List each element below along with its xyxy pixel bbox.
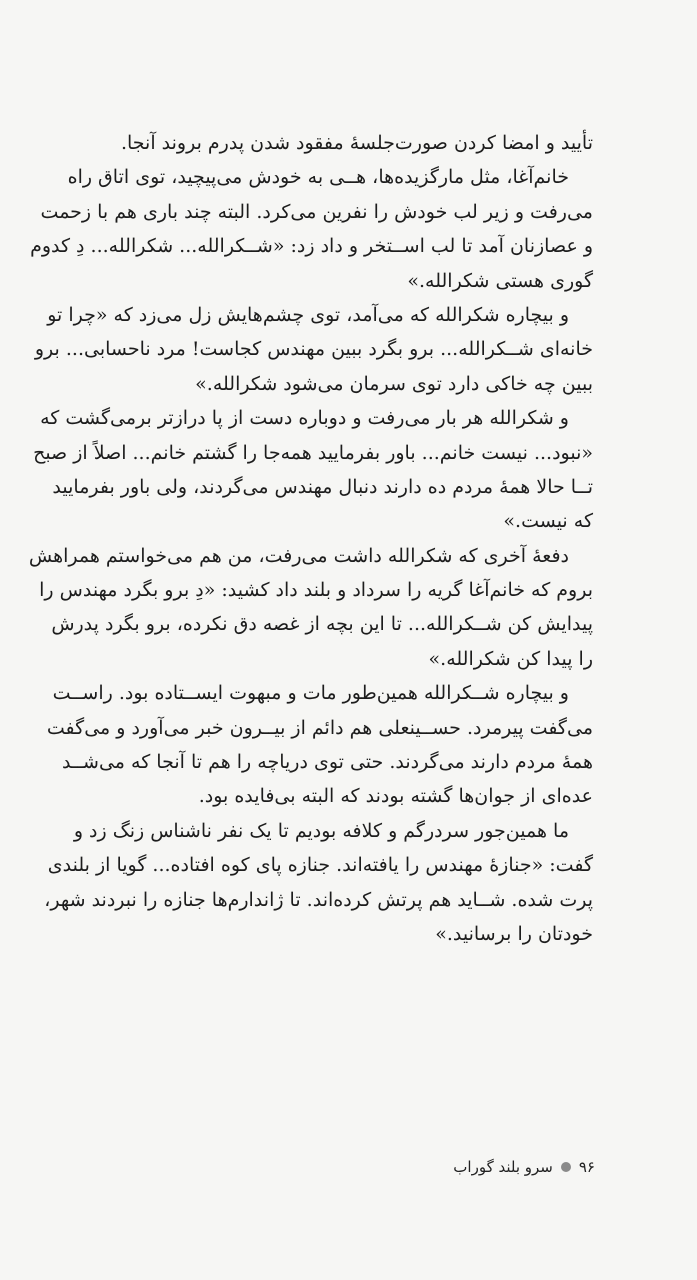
text-line: و بیچاره شــکرالله همین‌طور مات و مبهوت ایســتاده بود. راســت (52, 682, 569, 705)
text-line: ببین چه خاکی دارد توی سرمان می‌شود شکرالله.» (195, 372, 593, 395)
text-line: پیدایش کن شــکرالله... تا این بچه از غصه دق نکرده، برو بگرد پدرش (51, 613, 593, 636)
text-line: و عصازنان آمد تا لب اســتخر و داد زد: «شــکرالله... شکرالله... دِ کدوم (30, 235, 593, 258)
text-line: ما همین‌جور سردرگم و کلافه بودیم تا یک نفر ناشناس زنگ زد و (73, 819, 569, 842)
text-line: «نبود... نیست خانم... باور بفرمایید همه‌جا را گشتم خانم... اصلاً از صبح (33, 441, 593, 464)
text-line: که نیست.» (503, 510, 593, 533)
bullet-dot-icon (561, 1162, 571, 1172)
page-footer (453, 1158, 595, 1176)
book-title: سرو بلند گوراب (453, 1158, 553, 1176)
text-line: تــا حالا همهٔ مردم ده دارند دنبال مهندس می‌گردند، ولی باور بفرمایید (52, 475, 593, 498)
text-line: گوری هستی شکرالله.» (407, 269, 593, 292)
text-line: می‌رفت و زیر لب خودش را نفرین می‌کرد. البته چند باری هم با زحمت (40, 200, 593, 223)
text-line: همهٔ مردم دارند می‌گردند. حتی توی دریاچه را هم تا آنجا که می‌شــد (61, 751, 593, 774)
text-line: خودتان را برسانید.» (435, 922, 593, 945)
page-number: ۹۶ (578, 1158, 595, 1176)
text-line: عده‌ای از جوان‌ها گشته بودند که البته بی‌فایده بود. (198, 785, 593, 808)
text-line: تأیید و امضا کردن صورت‌جلسهٔ مفقود شدن پدرم بروند آنجا. (120, 132, 593, 154)
text-line: را پیدا کن شکرالله.» (428, 647, 593, 670)
text-line: خانم‌آغا، مثل مارگزیده‌ها، هــی به خودش می‌پیچید، توی اتاق راه (67, 166, 569, 189)
text-line: خانه‌ای شــکرالله... برو بگرد ببین مهندس کجاست! مرد ناحسابی... برو (34, 338, 593, 361)
text-line: دفعهٔ آخری که شکرالله داشت می‌رفت، من هم می‌خواستم همراهش (28, 544, 569, 567)
page-text (28, 126, 593, 951)
text-line: و بیچاره شکرالله که می‌آمد، توی چشم‌هایش زل می‌زد که «چرا تو (47, 303, 569, 326)
text-line: گفت: «جنازهٔ مهندس را یافته‌اند. جنازه پای کوه افتاده... گویا از بلندی (47, 854, 593, 877)
text-line: پرت شده. شــاید هم پرتش کرده‌اند. تا ژاندارم‌ها جنازه را نبردند شهر، (44, 888, 593, 911)
text-line: می‌گفت پیرمرد. حســینعلی هم دائم از بیــرون خبر می‌آورد و می‌گفت (46, 716, 593, 739)
text-line: بروم که خانم‌آغا گریه را سرداد و بلند داد کشید: «دِ برو بگرد مهندس را (39, 579, 593, 602)
text-line: و شکرالله هر بار می‌رفت و دوباره دست از پا درازتر برمی‌گشت که (40, 407, 569, 430)
